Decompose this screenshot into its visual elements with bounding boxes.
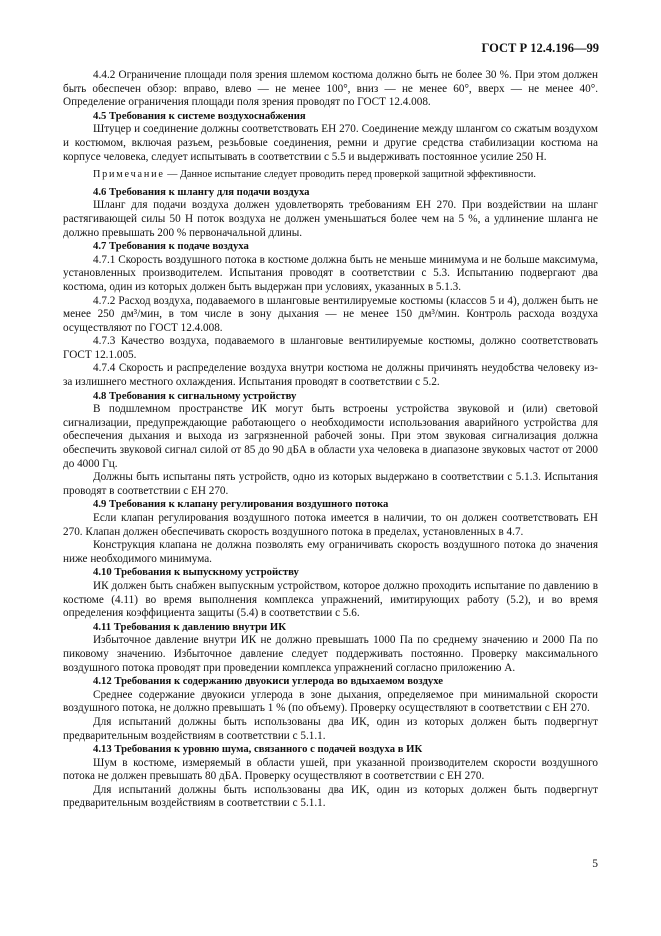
paragraph: Избыточное давление внутри ИК не должно превышать 1000 Па по среднему значению и 2000 Па по пиковому значению. Избыточное давление следует поддерживать постоянно. Проверку максимального воздушного потока проводят при проведении комплекса упражнений согласно приложению А. <box>63 634 598 674</box>
document-body <box>63 69 598 811</box>
section-heading-4-10: 4.10 Требования к выпускному устройству <box>93 566 299 579</box>
paragraph: Для испытаний должны быть использованы два ИК, один из которых должен быть подвергнут предварительным воздействиям в соответствии с 5.1.1. <box>63 715 598 742</box>
paragraph-4-4-2: 4.4.2 Ограничение площади поля зрения шлемом костюма должно быть не более 30 %. При этом должен быть обеспечен обзор: вправо, влево — не менее 100°, вниз — не менее 60°, вверх — не менее 40°. Определение ограничения площади поля зрения проводят по ГОСТ 12.4.008. <box>63 69 598 109</box>
note-label: Примечание <box>93 169 165 181</box>
section-heading-4-7: 4.7 Требования к подаче воздуха <box>93 240 249 253</box>
paragraph: Среднее содержание двуокиси углерода в зоне дыхания, определяемое при минимальной скорости воздушного потока, не должно превышать 1 % (по объему). Проверку осуществляют в соответствии с ЕН 270. <box>63 688 598 715</box>
paragraph: Конструкция клапана не должна позволять ему ограничивать скорость воздушного потока до значения ниже необходимого минимума. <box>63 539 598 565</box>
paragraph: Должны быть испытаны пять устройств, одно из которых выдержано в соответствии с 5.1.3. Испытания проводят в соответствии с ЕН 270. <box>63 471 598 497</box>
section-heading-4-12: 4.12 Требования к содержанию двуокиси углерода во вдыхаемом воздухе <box>93 675 444 688</box>
paragraph: Шум в костюме, измеряемый в области ушей, при указанной производителем скорости воздушного потока не должен превышать 80 дБА. Проверку осуществляют в соответствии с ЕН 270. <box>63 756 598 783</box>
section-heading-4-6: 4.6 Требования к шлангу для подачи воздуха <box>93 185 310 198</box>
note-text: — Данное испытание следует проводить перед проверкой защитной эффективности. <box>164 169 536 181</box>
paragraph: ИК должен быть снабжен выпускным устройством, которое должно проходить испытание по давлению в костюме (4.11) во время выполнения комплекса упражнений, имитирующих работу (5.2), и во время определения коэффициента защиты (5.4) в соответствии с 5.6. <box>63 579 598 620</box>
paragraph: Штуцер и соединение должны соответствовать ЕН 270. Соединение между шлангом со сжатым воздухом и костюмом, включая разъем, резьбовые соединения, ремни и другие средства стабилизации костюма на корпусе человека, следует испытывать в соответствии с 5.5 и выдерживать постоянное усилие 250 Н. <box>63 123 598 163</box>
note <box>63 168 598 182</box>
section-heading-4-13: 4.13 Требования к уровню шума, связанного с подачей воздуха в ИК <box>93 743 423 756</box>
paragraph-4-7-4: 4.7.4 Скорость и распределение воздуха внутри костюма не должны причинять неудобства человеку из-за излишнего местного охлаждения. Испытания проводят в соответствии с 5.2. <box>63 362 598 389</box>
section-heading-4-9: 4.9 Требования к клапану регулирования воздушного потока <box>93 498 389 511</box>
paragraph: Если клапан регулирования воздушного потока имеется в наличии, то он должен соответствовать ЕН 270. Клапан должен обеспечивать скорость воздушного потока в пределах, установленных в 4.7. <box>63 512 598 538</box>
paragraph-4-7-3: 4.7.3 Качество воздуха, подаваемого в шланговые вентилируемые костюмы, должно соответствовать ГОСТ 12.1.005. <box>63 335 598 361</box>
section-heading-4-11: 4.11 Требования к давлению внутри ИК <box>93 620 286 633</box>
page-number: 5 <box>592 858 598 870</box>
paragraph: Шланг для подачи воздуха должен удовлетворять требованиям ЕН 270. При воздействии на шланг растягивающей силы 50 Н поток воздуха не должен уменьшаться более чем на 5 %, а удлинение шланга не должно превышать 200 % первоначальной длины. <box>63 199 598 239</box>
paragraph: Для испытаний должны быть использованы два ИК, один из которых должен быть подвергнут предварительным воздействиям в соответствии с 5.1.1. <box>63 783 598 810</box>
section-heading-4-8: 4.8 Требования к сигнальному устройству <box>93 389 297 402</box>
document-header: ГОСТ Р 12.4.196—99 <box>481 41 599 55</box>
paragraph-4-7-1: 4.7.1 Скорость воздушного потока в костюме должна быть не меньше минимума и не больше максимума, установленных производителем. Испытания проводят в соответствии с 5.3. Испытанию подвергают два костюма, один из которых должен быть выдержан при условиях, указанных в 5.1.3. <box>63 253 598 293</box>
paragraph-4-7-2: 4.7.2 Расход воздуха, подаваемого в шланговые вентилируемые костюмы (классов 5 и 4), должен быть не менее 250 дм³/мин, в том числе в зону дыхания — не менее 150 дм³/мин. Контроль расхода воздуха осуществляют по ГОСТ 12.4.008. <box>63 294 598 334</box>
section-heading-4-5: 4.5 Требования к системе воздухоснабжения <box>93 109 306 122</box>
paragraph: В подшлемном пространстве ИК могут быть встроены устройства звуковой и (или) световой сигнализации, предупреждающие работающего о необходимости использования аварийного устройства для обеспечения дыхания и выхода из загрязненной рабочей зоны. При этом звуковая сигнализация должна обеспечить звуковой сигнал силой от 85 до 90 дБА в области уха человека в диапазоне звуковых частот от 2000 до 4000 Гц. <box>63 403 598 470</box>
